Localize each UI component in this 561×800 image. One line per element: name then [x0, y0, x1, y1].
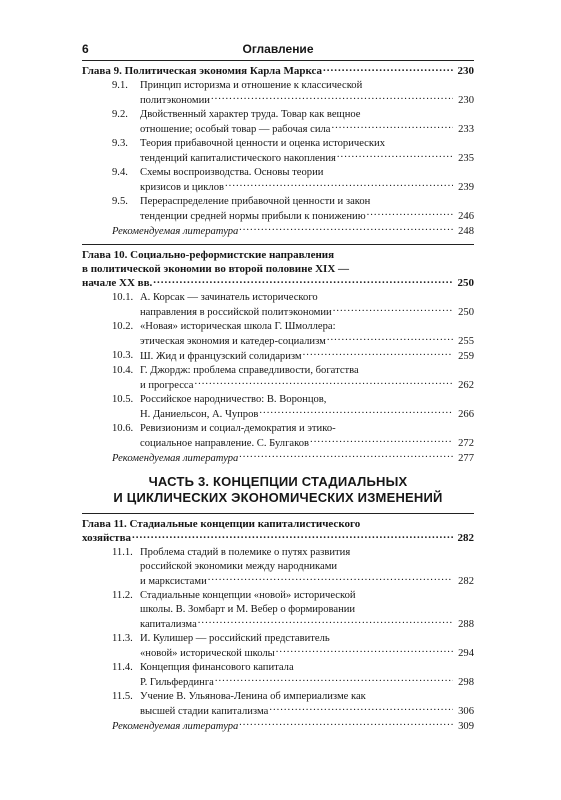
recommended-literature-11[interactable] [82, 719, 474, 737]
recommended-literature-9[interactable] [82, 224, 474, 242]
leader-dots [327, 334, 453, 344]
section-page: 262 [458, 380, 474, 391]
section-title-line: кризисов и циклов [140, 182, 225, 193]
leader-dots [310, 436, 453, 446]
section-number: 11.1. [112, 547, 133, 558]
section-title-line: Двойственный характер труда. Товар как вещное [140, 109, 361, 120]
section-number: 10.4. [112, 365, 134, 376]
leader-dots [153, 276, 453, 286]
recommended-literature-page: 277 [458, 453, 474, 464]
chapter-page: 282 [457, 532, 474, 544]
section-number: 9.2. [112, 109, 128, 120]
section-title-line: Концепция финансового капитала [140, 662, 294, 673]
chapter-title-line: Глава 10. Социально-реформистские направления [82, 249, 335, 261]
section-number: 10.5. [112, 394, 134, 405]
section-title-line: Р. Гильфердинга [140, 677, 214, 688]
part-title-line: ЧАСТЬ 3. КОНЦЕПЦИИ СТАДИАЛЬНЫХ [148, 474, 408, 489]
leader-dots [337, 151, 453, 161]
section-page: 233 [458, 124, 474, 135]
section-title-line: этическая экономия и катедер-социализм [140, 336, 326, 347]
page-number: 6 [82, 42, 89, 56]
section-title-line: Теория прибавочной ценности и оценка исторических [140, 138, 385, 149]
recommended-literature-label: Рекомендуемая литература [112, 453, 239, 464]
section-11-4[interactable] [82, 661, 474, 690]
section-9-5[interactable] [82, 195, 474, 224]
section-9-3[interactable] [82, 137, 474, 166]
section-11-1[interactable] [82, 546, 474, 589]
chapter-11[interactable] [82, 513, 474, 546]
leader-dots [259, 407, 453, 417]
section-number: 10.6. [112, 423, 134, 434]
section-number: 11.2. [112, 590, 133, 601]
leader-dots [215, 675, 453, 685]
section-title-line: Схемы воспроизводства. Основы теории [140, 167, 324, 178]
recommended-literature-page: 309 [458, 721, 474, 732]
section-title-line: капитализма [140, 619, 197, 630]
section-page: 288 [458, 619, 474, 630]
section-10-2[interactable] [82, 320, 474, 349]
section-11-3[interactable] [82, 632, 474, 661]
section-10-5[interactable] [82, 393, 474, 422]
leader-dots [208, 574, 453, 584]
leader-dots [211, 93, 453, 103]
section-title-line: Ревизионизм и социал-демократия и этико- [140, 423, 336, 434]
section-number: 9.5. [112, 196, 128, 207]
leader-dots [367, 209, 453, 219]
section-title-line: отношение; особый товар — рабочая сила [140, 124, 331, 135]
section-number: 10.3. [112, 350, 134, 361]
section-title-line: социальное направление. С. Булгаков [140, 438, 310, 449]
section-10-6[interactable] [82, 422, 474, 451]
section-title-line: А. Корсак — зачинатель исторического [140, 292, 318, 303]
chapter-page: 230 [457, 65, 474, 77]
section-page: 306 [458, 706, 474, 717]
section-title-line: «новой» исторической школы [140, 648, 275, 659]
section-title-line: Стадиальные концепции «новой» исторической [140, 590, 356, 601]
section-title-line: школы. В. Зомбарт и М. Вебер о формировании [140, 604, 356, 615]
section-title-line: И. Кулишер — российский представитель [140, 633, 330, 644]
section-number: 11.4. [112, 662, 133, 673]
leader-dots [194, 378, 453, 388]
section-title-line: политэкономии [140, 95, 210, 106]
section-page: 272 [458, 438, 474, 449]
leader-dots [198, 617, 453, 627]
chapter-10[interactable] [82, 244, 474, 291]
part-3-heading [82, 469, 474, 511]
section-number: 10.1. [112, 292, 134, 303]
section-number: 9.4. [112, 167, 128, 178]
section-title-line: Проблема стадий в полемике о путях развития [140, 547, 351, 558]
section-title-line: направления в российской политэкономии [140, 307, 332, 318]
chapter-title-line: начале XX вв. [82, 277, 153, 289]
section-page: 250 [458, 307, 474, 318]
part-title-line: И ЦИКЛИЧЕСКИХ ЭКОНОМИЧЕСКИХ ИЗМЕНЕНИЙ [113, 490, 443, 505]
leader-dots [333, 305, 453, 315]
section-title-line: высшей стадии капитализма [140, 706, 269, 717]
leader-dots [225, 180, 453, 190]
section-title-line: Ш. Жид и французский солидаризм [140, 351, 302, 362]
section-title-line: Принцип историзма и отношение к классической [140, 80, 363, 91]
chapter-page: 250 [457, 277, 474, 289]
section-10-1[interactable] [82, 291, 474, 320]
running-header [82, 40, 474, 61]
section-number: 9.1. [112, 80, 128, 91]
section-page: 294 [458, 648, 474, 659]
recommended-literature-label: Рекомендуемая литература [112, 226, 239, 237]
section-title-line: тенденций капиталистического накопления [140, 153, 336, 164]
section-11-2[interactable] [82, 589, 474, 632]
chapter-title-line: Глава 11. Стадиальные концепции капиталистического [82, 518, 361, 530]
leader-dots [132, 531, 453, 541]
section-title-line: российской экономики между народниками [140, 561, 338, 572]
section-title-line: и марксистами [140, 576, 207, 587]
section-9-4[interactable] [82, 166, 474, 195]
section-number: 11.3. [112, 633, 133, 644]
recommended-literature-label: Рекомендуемая литература [112, 721, 239, 732]
section-page: 282 [458, 576, 474, 587]
leader-dots [332, 122, 454, 132]
leader-dots [323, 64, 453, 74]
section-page: 298 [458, 677, 474, 688]
leader-dots [269, 704, 453, 714]
section-9-2[interactable] [82, 108, 474, 137]
toc-page [82, 40, 474, 737]
section-10-3[interactable] [82, 349, 474, 364]
section-9-1[interactable] [82, 79, 474, 108]
section-title-line: Российское народничество: В. Воронцов, [140, 394, 327, 405]
section-page: 235 [458, 153, 474, 164]
section-title-line: Н. Даниельсон, А. Чупров [140, 409, 259, 420]
section-page: 266 [458, 409, 474, 420]
section-page: 259 [458, 351, 474, 362]
section-page: 230 [458, 95, 474, 106]
chapter-9[interactable] [82, 61, 474, 79]
section-number: 11.5. [112, 691, 133, 702]
section-title-line: и прогресса [140, 380, 194, 391]
section-title-line: тенденции средней нормы прибыли к понижению [140, 211, 366, 222]
section-number: 10.2. [112, 321, 134, 332]
leader-dots [239, 224, 453, 234]
chapter-title-line: хозяйства [82, 532, 132, 544]
section-10-4[interactable] [82, 364, 474, 393]
section-title-line: Учение В. Ульянова-Ленина об империализме как [140, 691, 366, 702]
recommended-literature-page: 248 [458, 226, 474, 237]
section-title-line: Г. Джордж: проблема справедливости, богатства [140, 365, 359, 376]
section-11-5[interactable] [82, 690, 474, 719]
leader-dots [239, 719, 453, 729]
recommended-literature-10[interactable] [82, 451, 474, 469]
leader-dots [276, 646, 453, 656]
section-title-line: «Новая» историческая школа Г. Шмоллера: [140, 321, 336, 332]
section-page: 239 [458, 182, 474, 193]
leader-dots [303, 349, 453, 359]
section-page: 246 [458, 211, 474, 222]
leader-dots [239, 451, 453, 461]
section-page: 255 [458, 336, 474, 347]
section-title-line: Перераспределение прибавочной ценности и закон [140, 196, 371, 207]
chapter-title: Глава 9. Политическая экономия Карла Маркса [82, 65, 323, 77]
page-title: Оглавление [242, 42, 314, 56]
section-number: 9.3. [112, 138, 128, 149]
chapter-title-line: в политической экономии во второй половине XIX — [82, 263, 350, 275]
